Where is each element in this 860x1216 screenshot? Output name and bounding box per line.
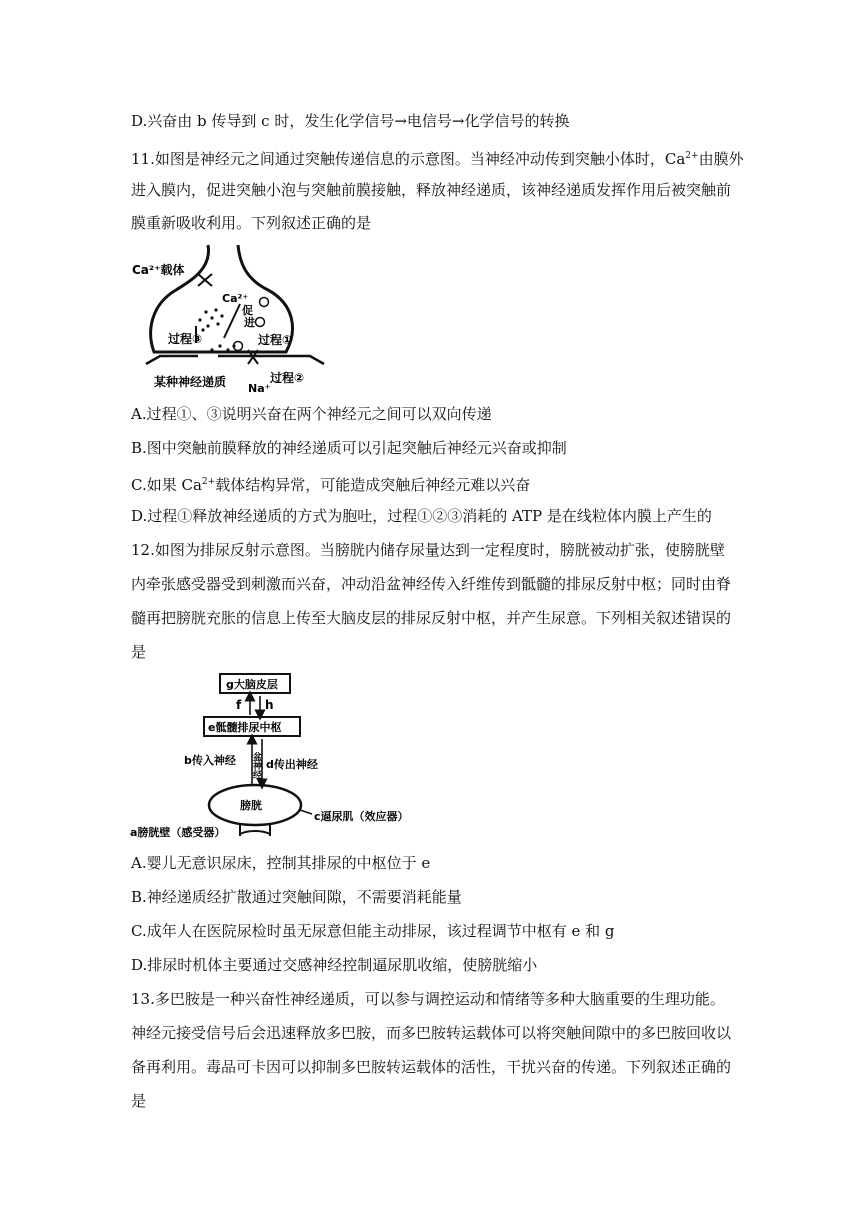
q11-option-a: A.过程①、③说明兴奋在两个神经元之间可以双向传递 <box>131 405 492 423</box>
ca-ion-label: Ca²⁺ <box>222 292 249 305</box>
bladder-label: 膀胱 <box>240 799 262 812</box>
q12-stem-line2: 内牵张感受器受到刺激而兴奋，冲动沿盆神经传入纤维传到骶髓的排尿反射中枢；同时由脊 <box>131 575 732 593</box>
q11-option-b: B.图中突触前膜释放的神经递质可以引起突触后神经元兴奋或抑制 <box>131 439 567 457</box>
promote-label-2: 进 <box>244 316 255 329</box>
node-e-sacral-center: e骶髓排尿中枢 <box>208 721 282 734</box>
transmitter-label: 某种神经递质 <box>154 375 227 389</box>
q13-stem-line4: 是 <box>131 1092 147 1110</box>
q12-option-c: C.成年人在医院尿检时虽无尿意但能主动排尿，该过程调节中枢有 e 和 g <box>131 922 615 940</box>
q11-option-d: D.过程①释放神经递质的方式为胞吐，过程①②③消耗的 ATP 是在线粒体内膜上产生的 <box>131 507 712 525</box>
q12-option-a: A.婴儿无意识尿床，控制其排尿的中枢位于 e <box>131 854 431 872</box>
afferent-b-label: b传入神经 <box>184 754 236 767</box>
q12-stem-line4: 是 <box>131 643 147 661</box>
pelvic-nerve-label: 盆神经 <box>251 752 261 779</box>
effector-c-label: c逼尿肌（效应器） <box>314 810 409 823</box>
process1-label: 过程① <box>258 333 293 347</box>
process3-label: 过程③ <box>168 332 203 346</box>
q13-stem-line3: 备再利用。毒品可卡因可以抑制多巴胺转运载体的活性，干扰兴奋的传递。下列叙述正确的 <box>131 1058 732 1076</box>
q12-option-d: D.排尿时机体主要通过交感神经控制逼尿肌收缩，使膀胱缩小 <box>131 956 538 974</box>
efferent-d-label: d传出神经 <box>266 758 318 771</box>
q12-stem-line3: 髓再把膀胱充胀的信息上传至大脑皮层的排尿反射中枢，并产生尿意。下列相关叙述错误的 <box>131 609 732 627</box>
arrow-f-label: f <box>236 698 242 712</box>
micturition-reflex-figure <box>128 668 418 842</box>
na-label: Na⁺ <box>248 382 271 395</box>
q11-stem-line1: 11.如图是神经元之间通过突触传递信息的示意图。当神经冲动传到突触小体时，$Ca^{2+}$由膜外 <box>131 150 744 168</box>
q13-stem-line1: 13.多巴胺是一种兴奋性神经递质，可以参与调控运动和情绪等多种大脑重要的生理功能。 <box>131 990 725 1008</box>
q12-option-b: B.神经递质经扩散通过突触间隙，不需要消耗能量 <box>131 888 462 906</box>
q12-stem-line1: 12.如图为排尿反射示意图。当膀胱内储存尿量达到一定程度时，膀胱被动扩张，使膀胱壁 <box>131 541 725 559</box>
q13-stem-line2: 神经元接受信号后会迅速释放多巴胺，而多巴胺转运载体可以将突触间隙中的多巴胺回收以 <box>131 1024 732 1042</box>
q11-stem-line2: 进入膜内，促进突触小泡与突触前膜接触，释放神经递质，该神经递质发挥作用后被突触前 <box>131 181 732 199</box>
synapse-figure <box>128 240 338 398</box>
ca-carrier-label: Ca²⁺载体 <box>132 263 185 277</box>
q11-option-c: C.如果 $Ca^{2+}$载体结构异常，可能造成突触后神经元难以兴奋 <box>131 476 531 494</box>
node-g-cortex: g大脑皮层 <box>226 678 278 691</box>
receptor-a-label: a膀胱壁（感受器） <box>130 826 226 839</box>
process2-label: 过程② <box>270 371 305 385</box>
q10-option-d: D.兴奋由 b 传导到 c 时，发生化学信号→电信号→化学信号的转换 <box>131 112 570 130</box>
arrow-h-label: h <box>265 698 274 712</box>
promote-label-1: 促 <box>242 304 253 317</box>
q11-stem-line3: 膜重新吸收利用。下列叙述正确的是 <box>131 214 372 232</box>
